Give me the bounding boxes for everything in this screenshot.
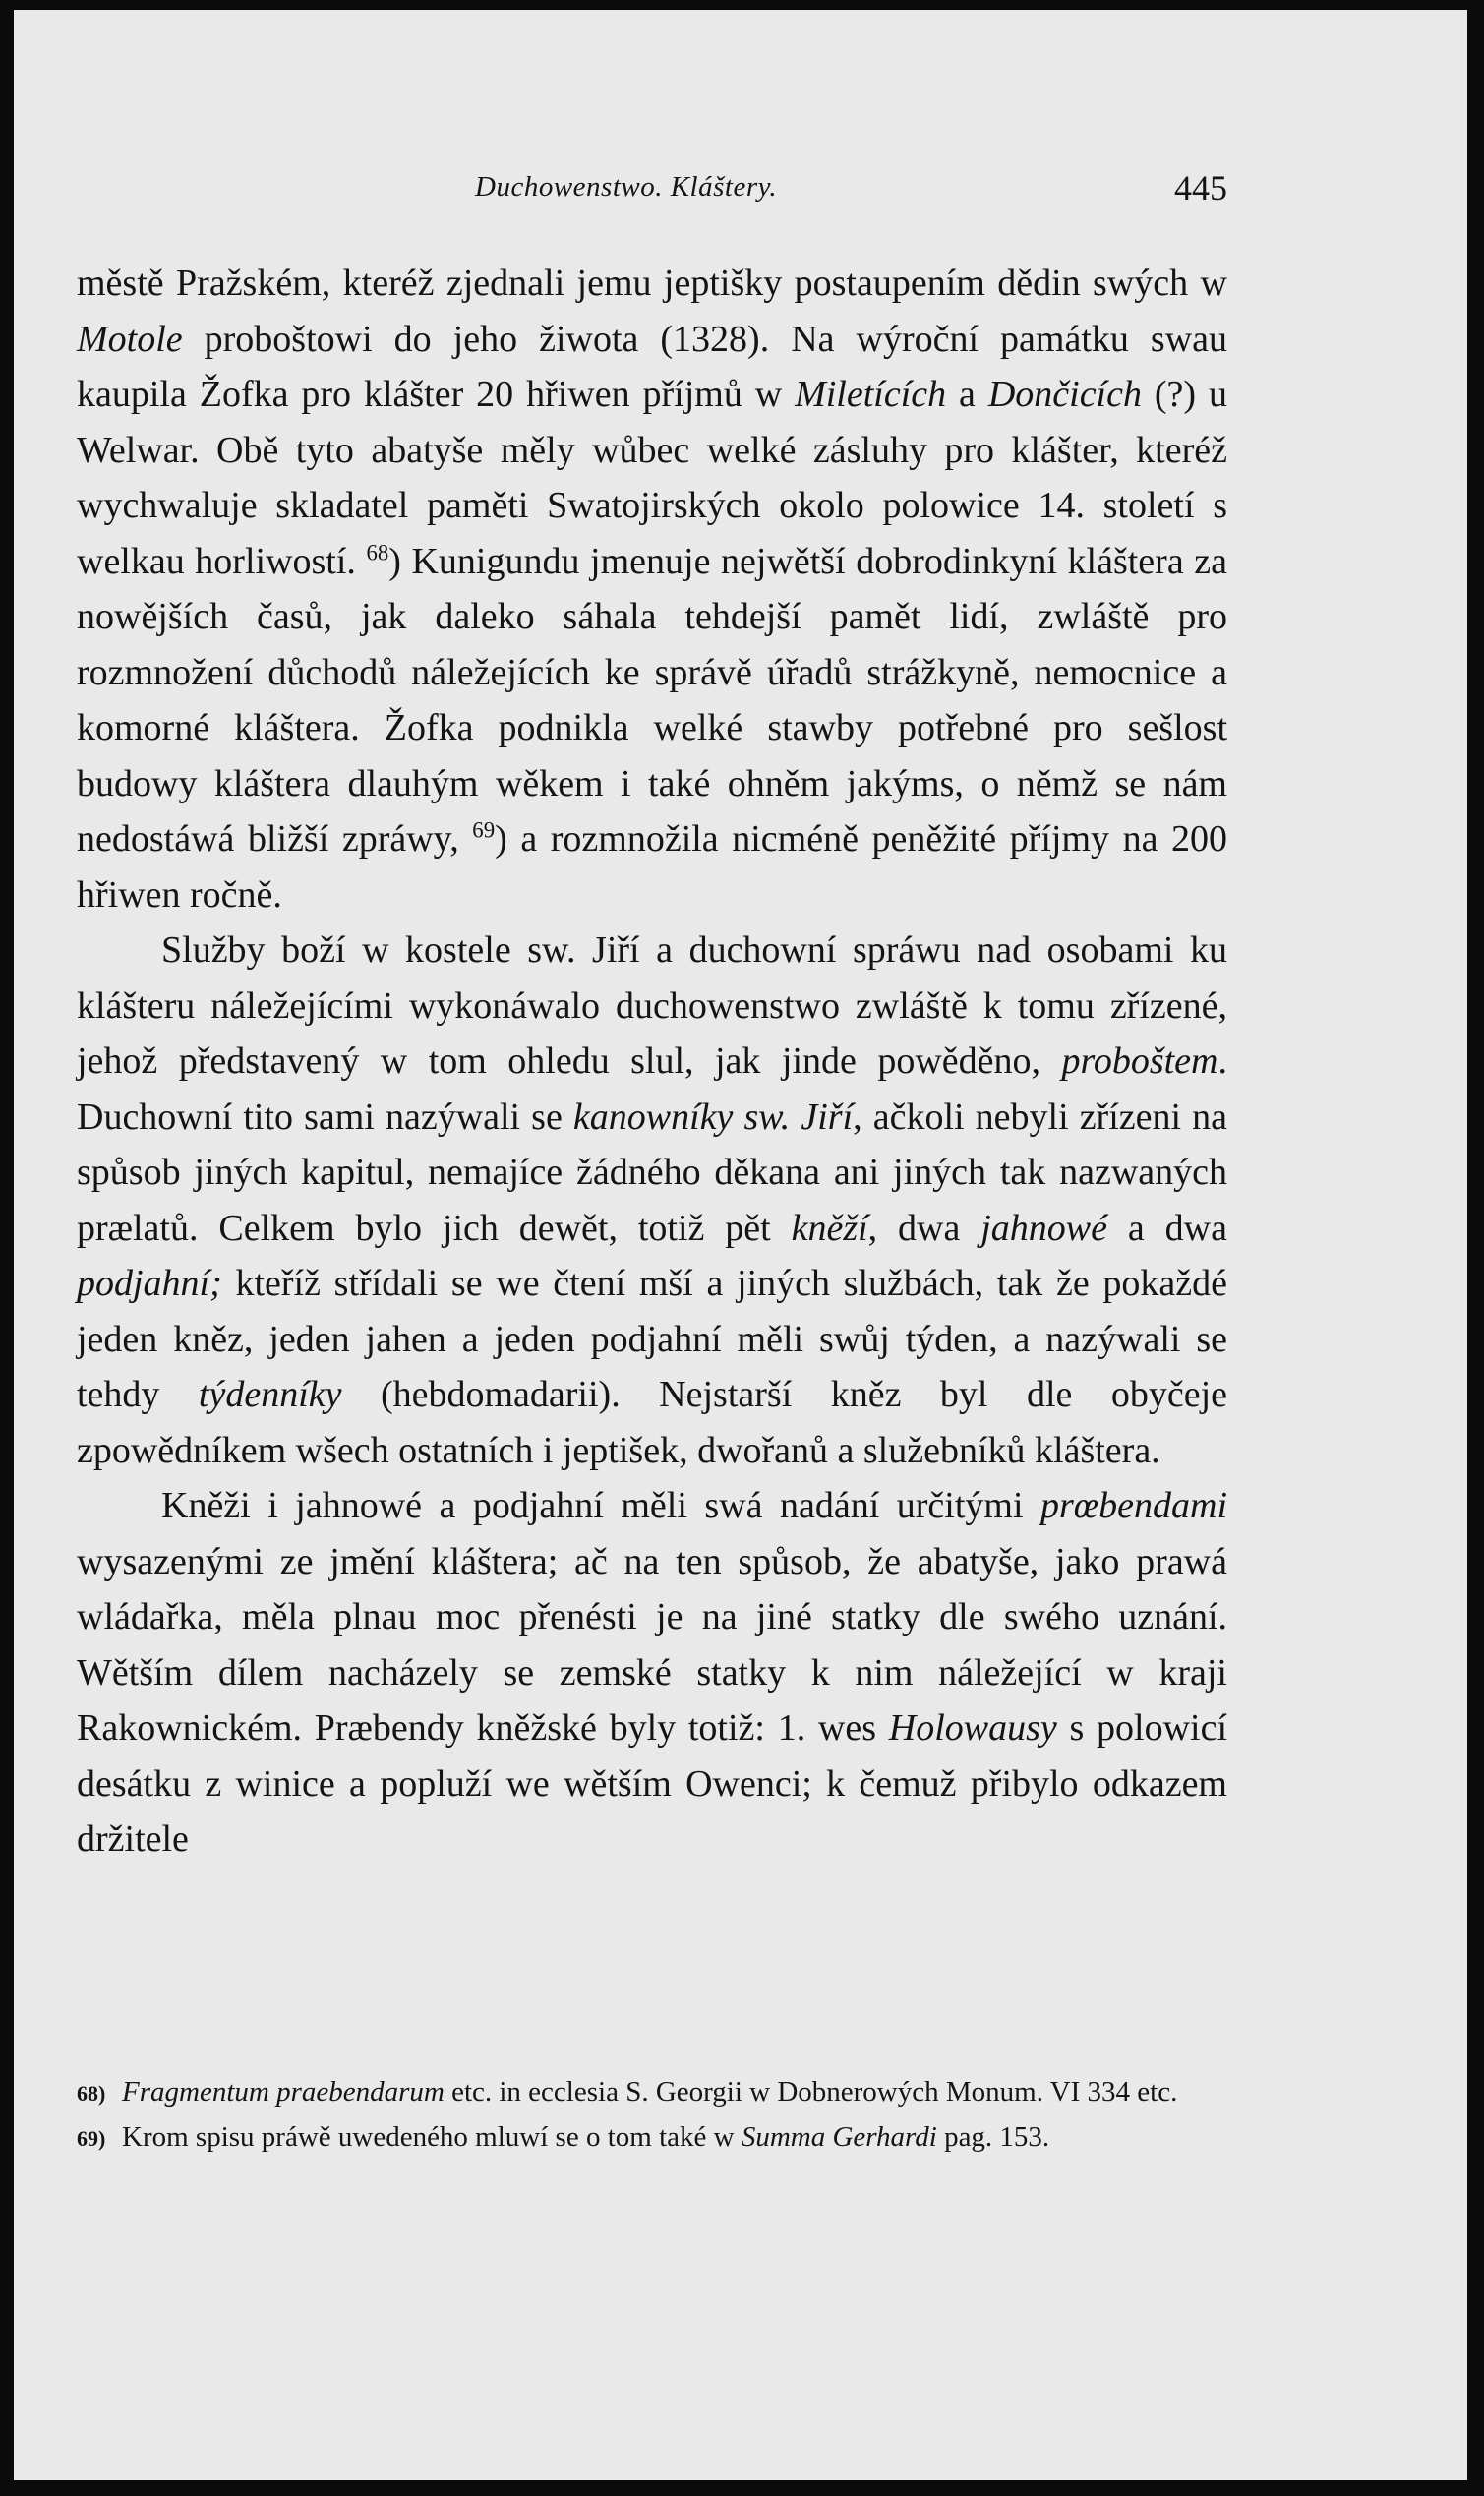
body-text: [77, 256, 1227, 1868]
italic-term: týdenníky: [198, 1374, 342, 1415]
footnote-68: [77, 2073, 1227, 2112]
italic-term: podjahní;: [77, 1263, 222, 1304]
text-run: proboštowi do jeho žiwota (1328). Na wýroční památku swau kaupila Žofka pro klášter 20 hřiwen příjmů w: [77, 318, 1227, 415]
italic-term: kněží: [791, 1207, 868, 1249]
page-header: [77, 167, 1227, 216]
italic-term: jahnowé: [980, 1207, 1108, 1249]
italic-place-name: Miletících: [795, 374, 947, 415]
footnote-run: etc. in ecclesia S. Georgii w Dobnerowých Monum. VI 334 etc.: [444, 2076, 1178, 2108]
paragraph-2: [77, 922, 1227, 1478]
text-run: ) a rozmnožila nicméně peněžité příjmy na 200 hřiwen ročně.: [77, 818, 1228, 916]
text-run: městě Pražském, kteréž zjednali jemu jeptišky postaupením dědin swých w: [77, 263, 1227, 304]
text-run: Služby boží w kostele sw. Jiří a duchowní spráwu nad osobami ku klášteru náležejícími wykonáwalo duchowenstwo zwláště k tomu zřízené, jehož představený w tom ohledu slul, jak jinde powěděno,: [77, 929, 1227, 1082]
text-run: Kněži i jahnowé a podjahní měli swá nadání určitými: [161, 1485, 1040, 1526]
footnote-run: pag. 153.: [936, 2121, 1050, 2153]
text-run: . Duchowní tito sami nazýwali se: [77, 1040, 1227, 1138]
footnote-italic: Summa Gerhardi: [741, 2121, 937, 2153]
text-run: a dwa: [1107, 1207, 1227, 1249]
footnote-ref-69: 69: [472, 817, 496, 843]
italic-term: proboštem: [1061, 1040, 1218, 1082]
footnote-text: [122, 2073, 1227, 2112]
running-title: Duchowenstwo. Kláštery.: [475, 171, 778, 203]
italic-term: kanowníky sw. Jiří: [572, 1096, 854, 1138]
footnote-mark: 69): [77, 2126, 106, 2151]
text-run: kteříž střídali se we čtení mší a jiných službách, tak že pokaždé jeden kněz, jeden jahen a jeden podjahní měli swůj týden, a nazýwali se tehdy: [77, 1263, 1227, 1415]
footnote-italic: Fragmentum praebendarum: [122, 2076, 445, 2108]
text-run: , dwa: [867, 1207, 981, 1249]
footnote-run: Krom spisu práwě uwedeného mluwí se o tom také w: [122, 2121, 742, 2153]
footnotes: [77, 2073, 1227, 2164]
italic-term: prœbendami: [1040, 1485, 1227, 1526]
scanned-page: [14, 10, 1467, 2480]
footnote-69: [77, 2118, 1227, 2158]
paragraph-3: [77, 1478, 1227, 1868]
text-run: , ačkoli nebyli zřízeni na spůsob jiných kapitul, nemajíce žádného děkana ani jiných tak nazwaných prælatů. Celkem bylo jich dewět, totiž pět: [77, 1096, 1227, 1249]
text-run: ) Kunigundu jmenuje nejwětší dobrodinkyní kláštera za nowějších časů, jak daleko sáhala tehdejší pamět lidí, zwláště pro rozmnožení důchodů náležejících ke správě úřadů strážkyně, nemocnice a komorné kláštera. Žofka podnikla welké stawby potřebné pro sešlost budowy kláštera dlauhým wěkem i také ohněm jakýms, o němž se nám nedostáwá bližší zpráwy,: [77, 540, 1227, 860]
footnote-text: [122, 2118, 1227, 2158]
text-run: a: [946, 374, 988, 415]
text-run: wysazenými ze jmění kláštera; ač na ten spůsob, že abatyše, jako prawá wládařka, měla plnau moc přenésti je na jiné statky dle swého uznání. Wětším dílem nacházely se zemské statky k nim náležející w kraji Rakownickém. Præbendy kněžské byly totiž: 1. wes: [77, 1540, 1227, 1749]
paragraph-1: [77, 256, 1227, 922]
text-run: (hebdomadarii). Nejstarší kněz byl dle obyčeje zpowědníkem wšech ostatních i jeptišek, dwořanů a služebníků kláštera.: [77, 1374, 1227, 1471]
italic-place-name: Holowausy: [888, 1707, 1057, 1749]
footnote-ref-68: 68: [366, 539, 389, 565]
page-number: 445: [1174, 168, 1227, 208]
text-run: (?) u Welwar. Obě tyto abatyše měly wůbec welké zásluhy pro klášter, kteréž wychwaluje skladatel paměti Swatojirských okolo polowice 14. století s welkau horliwostí.: [77, 374, 1227, 582]
italic-place-name: Motole: [77, 318, 183, 360]
italic-place-name: Dončicích: [987, 374, 1142, 415]
footnote-mark: 68): [77, 2081, 106, 2106]
text-run: s polowicí desátku z winice a popluží we wětším Owenci; k čemuž přibylo odkazem držitele: [77, 1707, 1227, 1860]
